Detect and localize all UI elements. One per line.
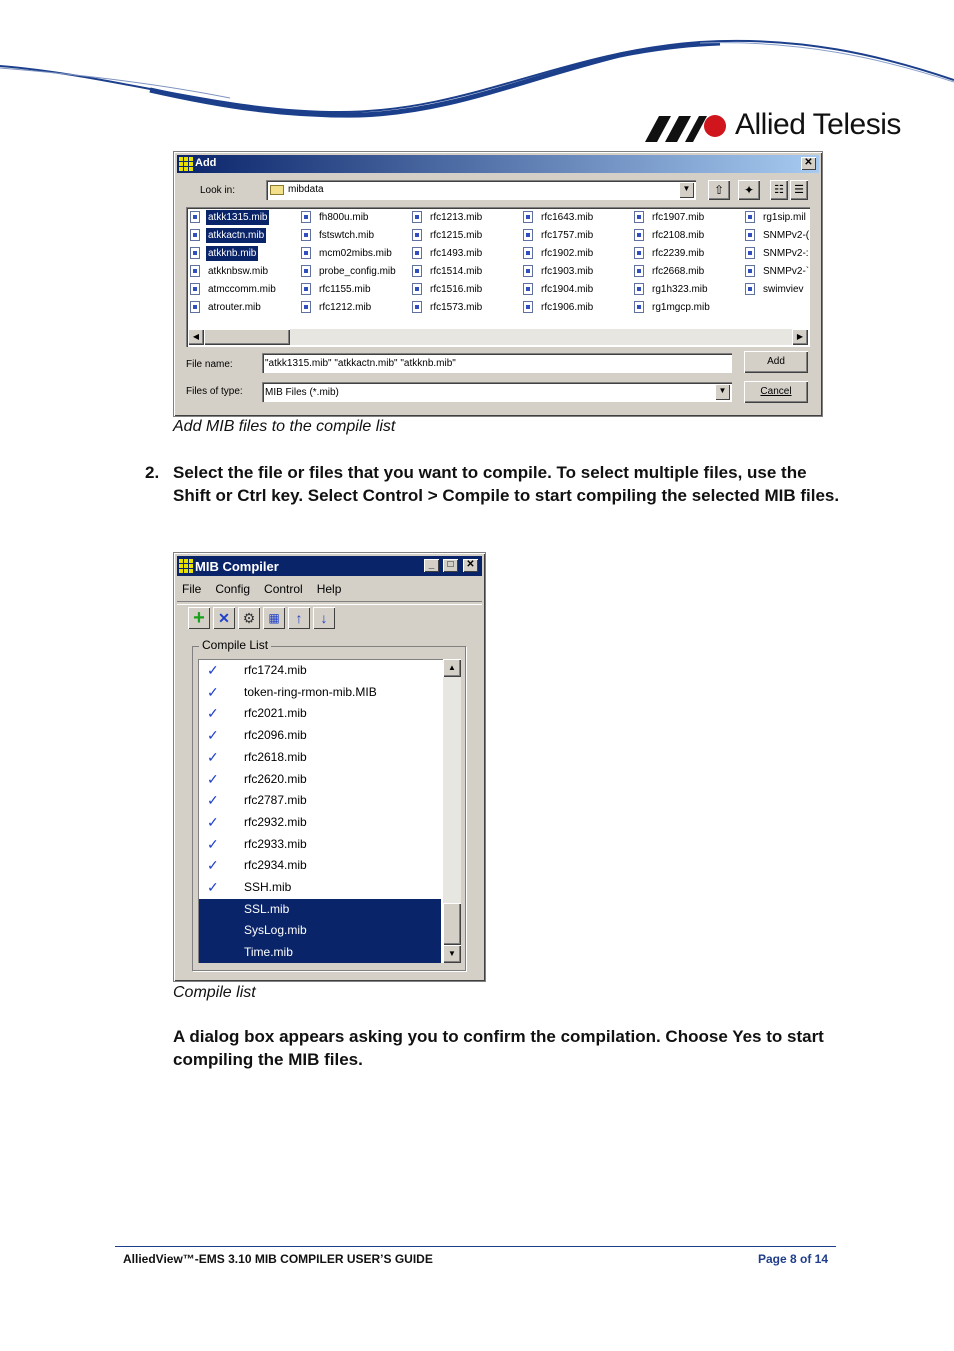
mib-file-icon	[523, 247, 533, 259]
checkmark-icon: ✓	[207, 879, 219, 895]
scroll-up-icon[interactable]: ▲	[443, 659, 461, 677]
mib-file-icon	[412, 247, 422, 259]
details-view-icon[interactable]: ☰	[790, 180, 808, 200]
mib-file-icon	[745, 211, 755, 223]
mib-file-icon	[634, 229, 644, 241]
files-of-type-label: Files of type:	[186, 386, 243, 397]
chevron-down-icon[interactable]: ▼	[715, 384, 730, 400]
mib-file-icon	[190, 265, 200, 277]
mib-file-icon	[634, 211, 644, 223]
file-name-value: "atkk1315.mib" "atkkactn.mib" "atkknb.mib"	[265, 358, 456, 369]
up-folder-icon[interactable]: ⇧	[708, 180, 730, 200]
mib-file-icon	[412, 229, 422, 241]
list-item[interactable]	[199, 812, 441, 834]
header-swoosh	[0, 0, 954, 125]
add-dialog-title: Add	[195, 157, 217, 169]
list-item[interactable]	[199, 725, 441, 747]
mib-file-icon	[412, 301, 422, 313]
list-item[interactable]	[199, 660, 441, 682]
list-item[interactable]	[199, 769, 441, 791]
mib-file-icon	[301, 247, 311, 259]
checkmark-icon: ✓	[207, 683, 219, 700]
compiler-caption: Compile list	[173, 984, 256, 1001]
compile-icon[interactable]: ⚙	[238, 607, 260, 629]
add-button[interactable]: Add	[744, 351, 808, 373]
file-name: probe_config.mib	[319, 266, 396, 277]
list-item-label: rfc2021.mib	[244, 706, 307, 721]
scroll-thumb[interactable]	[443, 903, 461, 945]
list-item-label: token-ring-rmon-mib.MIB	[244, 684, 377, 699]
files-of-type-value: MIB Files (*.mib)	[265, 387, 339, 398]
mib-file-icon	[634, 283, 644, 295]
mib-compiler-title: MIB Compiler	[195, 559, 279, 574]
mib-file-icon	[190, 247, 200, 259]
list-item[interactable]	[199, 899, 441, 921]
brand-logo	[645, 108, 905, 148]
add-dialog-caption: Add MIB files to the compile list	[173, 418, 396, 435]
mib-file-icon	[190, 301, 200, 313]
file-name: swimviev	[763, 284, 804, 295]
mib-file-icon	[745, 229, 755, 241]
file-name: rfc1904.mib	[541, 284, 594, 295]
app-grid-icon	[179, 559, 193, 573]
confirm-text: A dialog box appears asking you to confirm the compilation. Choose Yes to start compiling the MIB files.	[173, 1027, 824, 1069]
mib-file-icon	[190, 211, 200, 223]
menu-item-control[interactable]: Control	[264, 582, 303, 596]
list-item[interactable]	[199, 855, 441, 877]
list-view-icon[interactable]: ☷	[770, 180, 788, 200]
list-item[interactable]	[199, 877, 441, 899]
mib-file-icon	[634, 265, 644, 277]
mib-file-icon	[745, 247, 755, 259]
add-icon[interactable]: +	[188, 607, 210, 629]
horizontal-scrollbar[interactable]	[188, 329, 808, 345]
file-name: mcm02mibs.mib	[319, 248, 392, 259]
list-item-label: rfc2932.mib	[244, 814, 307, 829]
file-name: rg1h323.mib	[652, 284, 708, 295]
mib-file-icon	[634, 301, 644, 313]
list-item-label: Time.mib	[244, 945, 293, 960]
list-item[interactable]	[199, 682, 441, 704]
file-name: atkknb.mib	[208, 248, 257, 259]
look-in-label: Look in:	[200, 185, 236, 196]
list-item-label: SysLog.mib	[244, 923, 307, 938]
checkmark-icon: ✓	[207, 813, 219, 830]
list-item[interactable]	[199, 834, 441, 856]
scroll-thumb[interactable]	[204, 329, 290, 345]
mib-file-icon	[190, 229, 200, 241]
file-name: rfc2239.mib	[652, 248, 705, 259]
file-name: rfc1212.mib	[319, 302, 372, 313]
toolbar	[188, 607, 358, 629]
brand-name: Allied Telesis	[735, 108, 901, 141]
maximize-icon[interactable]: □	[443, 559, 458, 572]
menu-item-file[interactable]: File	[182, 582, 202, 596]
list-item-label: rfc2933.mib	[244, 836, 307, 851]
scroll-down-icon[interactable]: ▼	[443, 945, 461, 963]
mib-file-icon	[190, 283, 200, 295]
menu-item-help[interactable]: Help	[316, 582, 342, 596]
look-in-value: mibdata	[288, 184, 324, 195]
mib-file-icon	[634, 247, 644, 259]
vertical-scrollbar[interactable]	[443, 659, 461, 963]
file-name: rfc1573.mib	[430, 302, 483, 313]
file-name: rfc1514.mib	[430, 266, 483, 277]
add-dialog	[173, 151, 823, 417]
list-item-label: rfc2787.mib	[244, 793, 307, 808]
file-name: rfc1516.mib	[430, 284, 483, 295]
list-item-label: rfc1724.mib	[244, 663, 307, 677]
mib-file-icon	[301, 265, 311, 277]
folder-icon	[270, 185, 284, 195]
move-up-icon[interactable]: ↑	[288, 607, 310, 629]
list-item[interactable]	[199, 942, 441, 963]
file-name: rfc1902.mib	[541, 248, 594, 259]
mib-file-icon	[523, 301, 533, 313]
remove-icon[interactable]: ✕	[213, 607, 235, 629]
file-name: atkkactn.mib	[208, 230, 265, 241]
list-item-label: SSL.mib	[244, 901, 290, 916]
list-item-label: rfc2620.mib	[244, 771, 307, 786]
file-name-input[interactable]	[262, 353, 732, 373]
menu-divider	[177, 601, 482, 605]
file-name: SNMPv2-`	[763, 266, 810, 277]
mib-file-icon	[745, 265, 755, 277]
file-name: fh800u.mib	[319, 212, 369, 223]
mib-file-icon	[301, 211, 311, 223]
step-text: Select the file or files that you want to compile. To select multiple files, use the Shift or Ctrl key. Select Control > Compile to start compiling the selected MIB files.	[173, 463, 840, 505]
mib-file-icon	[301, 301, 311, 313]
list-item-label: SSH.mib	[244, 880, 292, 894]
file-name: rfc2108.mib	[652, 230, 705, 241]
close-icon[interactable]: ✕	[463, 559, 478, 572]
mib-file-icon	[745, 283, 755, 295]
file-name: atkknbsw.mib	[208, 266, 269, 277]
files-of-type-combo[interactable]	[262, 382, 732, 402]
file-name: SNMPv2-:	[763, 248, 809, 259]
file-name: rfc1907.mib	[652, 212, 705, 223]
checkmark-icon: ✓	[207, 857, 219, 874]
mib-file-icon	[301, 229, 311, 241]
menu-bar	[182, 582, 355, 596]
checkmark-icon: ✓	[207, 770, 219, 787]
minimize-icon[interactable]: _	[424, 559, 439, 572]
file-name: rfc1155.mib	[319, 284, 371, 295]
mib-file-icon	[412, 211, 422, 223]
close-icon[interactable]: ✕	[801, 157, 816, 170]
file-name: rfc1215.mib	[430, 230, 483, 241]
add-dialog-titlebar	[177, 155, 819, 173]
chevron-down-icon[interactable]: ▼	[679, 182, 694, 198]
file-name: rfc1906.mib	[541, 302, 594, 313]
list-item[interactable]	[199, 747, 441, 769]
mib-file-icon	[523, 283, 533, 295]
move-down-icon[interactable]: ↓	[313, 607, 335, 629]
list-item-label: rfc2934.mib	[244, 858, 307, 873]
list-item[interactable]	[199, 920, 441, 942]
file-name: atmccomm.mib	[208, 284, 276, 295]
checkmark-icon: ✓	[207, 727, 219, 744]
mib-file-icon	[412, 265, 422, 277]
compile-rows	[199, 660, 441, 962]
footer-rule	[115, 1246, 836, 1247]
file-name: SNMPv2-(	[763, 230, 810, 241]
scroll-right-icon[interactable]: ▶	[792, 329, 808, 345]
file-name: rfc1213.mib	[430, 212, 483, 223]
cancel-button[interactable]: Cancel	[744, 381, 808, 403]
file-name: atkk1315.mib	[208, 212, 268, 223]
mib-compiler-window	[173, 552, 486, 982]
footer-title: AlliedView™-EMS 3.10 MIB COMPILER USER’S GUIDE	[123, 1252, 433, 1266]
file-name-label: File name:	[186, 359, 233, 370]
look-in-combo[interactable]	[266, 180, 696, 200]
file-name: rfc1493.mib	[430, 248, 483, 259]
app-grid-icon	[179, 157, 193, 171]
checkmark-icon: ✓	[207, 662, 219, 678]
file-name: rg1mgcp.mib	[652, 302, 710, 313]
file-name: rfc1643.mib	[541, 212, 594, 223]
file-name: atrouter.mib	[208, 302, 261, 313]
file-name: rfc1903.mib	[541, 266, 594, 277]
menu-item-config[interactable]: Config	[215, 582, 251, 596]
file-name: fstswtch.mib	[319, 230, 375, 241]
file-name: rfc2668.mib	[652, 266, 705, 277]
compile-list-label: Compile List	[199, 638, 271, 652]
list-item-label: rfc2618.mib	[244, 749, 307, 764]
checkmark-icon: ✓	[207, 748, 219, 765]
brand-mark-icon	[645, 112, 729, 142]
file-name: rg1sip.mil	[763, 212, 806, 223]
scroll-left-icon[interactable]: ◀	[188, 329, 204, 345]
mib-file-icon	[301, 283, 311, 295]
settings-icon[interactable]: ▦	[263, 607, 285, 629]
list-item-label: rfc2096.mib	[244, 728, 307, 743]
step-number: 2.	[145, 463, 160, 482]
checkmark-icon: ✓	[207, 792, 219, 809]
list-item[interactable]	[199, 703, 441, 725]
file-name: rfc1757.mib	[541, 230, 594, 241]
mib-file-icon	[523, 265, 533, 277]
checkmark-icon: ✓	[207, 705, 219, 722]
new-folder-icon[interactable]: ✦	[738, 180, 760, 200]
checkmark-icon: ✓	[207, 835, 219, 852]
file-list[interactable]	[186, 207, 810, 347]
mib-file-icon	[412, 283, 422, 295]
list-item[interactable]	[199, 790, 441, 812]
mib-compiler-titlebar	[177, 556, 482, 576]
footer-page: Page 8 of 14	[757, 1252, 828, 1266]
mib-file-icon	[523, 229, 533, 241]
mib-file-icon	[523, 211, 533, 223]
compile-list[interactable]	[198, 659, 461, 963]
